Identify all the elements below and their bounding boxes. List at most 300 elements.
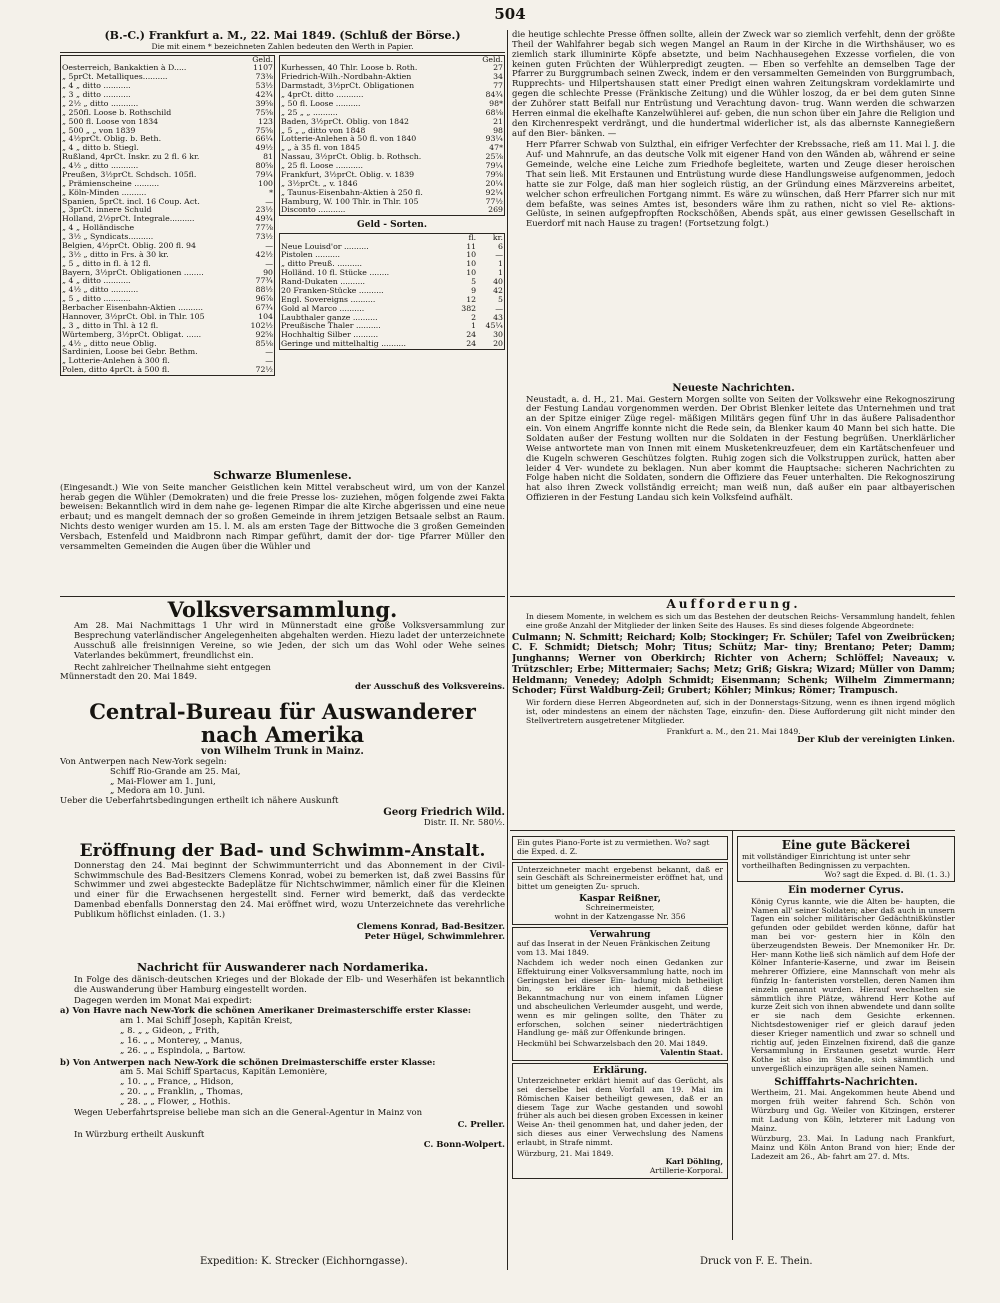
row-label: „ 4 „ ditto ........... (62, 82, 131, 91)
table-row (61, 82, 275, 91)
table-row (280, 127, 505, 136)
central-ship-3: „ Medora am 10. Juni. (110, 786, 206, 797)
row-label: „ 3 „ ditto ........... (62, 91, 131, 100)
row-value: 1 (471, 322, 477, 331)
row-label: „ 5 „ ditto in fl. à 12 fl. (62, 259, 151, 268)
row-value: — (265, 348, 273, 357)
table-row (61, 286, 275, 295)
row-label: Nassau, 3½prCt. Oblig. b. Rothsch. (281, 153, 422, 162)
bad-text: Donnerstag den 24. Mai beginnt der Schwimmunterricht und das Abonnement in der Civil-Schwimmschule des Bad-Besitzers Clemens Konrad, wobei zu bemerken ist, daß zwei Bassins für Schwimmer und zwei abgesteckte Badeplätze für Nichtschwimmer, nämlich einer für die Kleinen und einer für die Erwachsenen hergestellt sind. Ferner wird bemerkt, daß das verdeckte Damenbad ebenfalls Donnerstag den 24. Mai eröffnet wird, wozu Unterzeichnete das verehrliche Publikum höflichst einladen. (1. 3.) (74, 860, 505, 920)
central-subtitle: von Wilhelm Trunk in Mainz. (201, 746, 364, 758)
table-row (61, 144, 275, 153)
erklaerung-ad (512, 1063, 728, 1179)
geld-header-left: Geld. (252, 55, 273, 64)
row-value: 269 (488, 206, 503, 215)
central-bureau-section (60, 700, 505, 840)
row-value: 104 (258, 312, 273, 321)
row-value: 10 (466, 269, 477, 278)
neueste-section (512, 383, 955, 594)
footer-druck-text: Druck von F. E. Thein. (700, 1256, 813, 1267)
row-label: „ 25 fl. Loose ........... (281, 162, 363, 171)
row-label: „ 3½ „ Syndicats.......... (62, 233, 154, 242)
central-ship-2: „ Mai-Flower am 1. Juni, (110, 776, 216, 787)
erklaerung-signature-2: Artillerie-Korporal. (649, 1166, 723, 1176)
volksversammlung-title: Volksversammlung. (167, 598, 398, 622)
table-row (280, 109, 505, 118)
central-title-2: nach Amerika (200, 722, 365, 748)
reisner-name: Kaspar Reißner, (579, 893, 661, 904)
ship-row: am 1. Mai Schiff Joseph, Kapitän Kreist, (120, 1016, 293, 1027)
geld-sorten-title: Geld - Sorten. (357, 220, 427, 231)
row-value: 20¼ (485, 179, 503, 188)
row-value: 11 (466, 242, 477, 251)
page-number: 504 (494, 5, 526, 23)
bad-section (60, 842, 505, 960)
right-section-rule (510, 596, 955, 597)
row-label: Geringe und mittelhaltig .......... (281, 340, 406, 349)
left-section-rule (60, 596, 505, 597)
row-value: 5 (498, 295, 503, 304)
ship-row: „ 16. „ „ Monterey, „ Manus, (120, 1035, 243, 1046)
bad-signature-1: Clemens Konrad, Bad-Besitzer. (356, 921, 505, 932)
footer-expedition-text: Expedition: K. Strecker (Eichhorngasse). (200, 1256, 408, 1267)
row-value: 92¼ (485, 188, 503, 197)
row-label: Lotterie-Anlehen à 50 fl. von 1840 (281, 135, 417, 144)
row-value: 53½ (255, 82, 273, 91)
row-value: 1 (498, 260, 503, 269)
schwarze-title: Schwarze Blumenlese. (213, 470, 352, 482)
table-row (61, 331, 275, 340)
ship-row: „ 26. „ „ Espindola, „ Bartow. (120, 1045, 246, 1056)
row-value: 42 (493, 286, 503, 295)
row-value: 79⅝ (485, 170, 503, 179)
row-label: „ 3prCt. innere Schuld (62, 206, 152, 215)
row-value: 23½ (255, 206, 273, 215)
table-row (280, 322, 505, 331)
row-value: 77 (493, 82, 503, 91)
reisner-address: wohnt in der Katzengasse Nr. 356 (554, 912, 686, 922)
aufforderung-place: Frankfurt a. M., den 21. Mai 1849. (666, 726, 801, 736)
schwarze-text: (Eingesandt.) Wie von Seite mancher Geistlichen kein Mittel verabscheut wird, um von der Kanzel herab gegen die Wühler (Demokraten) und die freie Presse los- zuziehen, mögen folgende zwei Fakta beweisen: Bekanntlich wird in dem nahe ge- legenen Rimpar die alte Kirche abgerissen und eine neue erbaut; und es mangelt demnach der so großen Gemeinde in ihrem jetzigen Betsaale selbst an Raum. Nichts desto weniger wurden am 15. l. M. als am ersten Tage der Bittwoche die 3 großen Gemeinden Versbach, Estenfeld und Maidbronn nach Rimpar geführt, damit der dor- tige Pfarrer Müller den versammelten Gemeinden die Augen über die Wühler und (60, 482, 505, 552)
volksversammlung-text: Am 28. Mai Nachmittags 1 Uhr wird in Münnerstadt eine große Volksversammlung zur Besprechung vaterländischer Angelegenheiten abgehalten werden. Hiezu ladet der unterzeichnete Ausschuß alle freisinnigen Vereine, so wie Jeden, der sich um das Wohl oder Wehe seines Vaterlandes bekümmert, freundlichst ein. (74, 621, 505, 661)
row-value: 98* (489, 99, 503, 108)
row-label: „ 4prCt. ditto ........... (281, 91, 364, 100)
table-row (61, 357, 275, 366)
continuation-section (512, 30, 955, 380)
table-row (280, 135, 505, 144)
row-value: 88½ (255, 286, 273, 295)
table-row (61, 277, 275, 286)
row-value: 98 (493, 126, 503, 135)
ship-row: „ 20. „ „ Franklin, „ Thomas, (120, 1087, 244, 1098)
aufforderung-text-2: Wir fordern diese Herren Abgeordneten auf, sich in der Donnerstags-Sitzung, wenn es ihnen irgend möglich ist, oder mindestens an einem der nächsten Tage, einzufin- den. Diese Aufforderung gilt nicht minder den Stellvertretern ausgetretener Mitglieder. (526, 698, 955, 725)
ship-row: „ 28. „ „ Flower, „ Hothis. (120, 1097, 231, 1108)
row-label: Baden, 3½prCt. Oblig. von 1842 (281, 117, 410, 126)
schwarze-section (60, 470, 505, 594)
verwahrung-signature: Valentin Staat. (660, 1048, 723, 1058)
baeckerei-title: Eine gute Bäckerei (781, 838, 911, 852)
exchange-right (279, 55, 505, 377)
table-row (280, 91, 505, 100)
geld-header-right: Geld. (482, 55, 503, 64)
table-row (61, 64, 275, 73)
row-label: „ 4½prCt. Oblig. b. Beth. (62, 135, 162, 144)
nachricht-route-b: b) Von Antwerpen nach New-York die schönen Dreimasterschiffe erster Klasse: (60, 1057, 436, 1068)
row-value: — (265, 357, 273, 366)
table-row (280, 162, 505, 171)
table-row (61, 215, 275, 224)
table-row (61, 313, 275, 322)
baeckerei-ad (737, 836, 955, 882)
row-value: — (265, 241, 273, 250)
row-value: 73½ (255, 233, 273, 242)
table-row (280, 296, 505, 305)
row-label: Hochhaltig Silber .......... (281, 331, 379, 340)
row-value: 79¼ (485, 162, 503, 171)
right-lower-divider (732, 830, 733, 1240)
row-label: „ 5 „ „ ditto von 1848 (281, 126, 366, 135)
row-label: „ 3 „ ditto in Thl. à 12 fl. (62, 321, 159, 330)
row-label: „ 2½ „ ditto ........... (62, 99, 139, 108)
row-label: „ 4½ „ ditto ........... (62, 162, 139, 171)
volksversammlung-section (60, 598, 505, 698)
verwahrung-text: auf das Inserat in der Neuen Fränkischen Zeitung vom 13. Mai 1849. (517, 939, 711, 958)
row-value: 21 (493, 117, 503, 126)
cyrus-text: König Cyrus kannte, wie die Alten be- haupten, die Namen all' seiner Soldaten; aber daß auch in unsern Tagen ein solcher militärischer Gedächtnißkünstler gefunden oder gebildet werden könne, dafür hat man bei vor- gestern hier in Köln den überzeugendsten Beweis. Der Mnemoniker Hr. Dr. Her- mann Kothe ließ sich nämlich auf dem Hofe der Kölner Infanterie-Kaserne, und zwar im Beisein mehrerer Offiziere, eine Mannschaft von mehr als fünfzig In- fanteristen vorstellen, deren Namen ihm einzeln genannt wurden. Hierauf wechselten sie sämmtlich ihre Plätze, während Herr Kothe auf kurze Zeit sich von ihnen abwendete und dann sollte er sie nach dem Gesichte erkennen. Nichtsdestoweniger rief er gleich darauf jeden dieser Krieger namentlich und zwar so schnell und richtig auf, jeden Einzelnen fixirend, daß die ganze Versammlung in Erstaunen gesetzt wurde. Herr Kothe ist also im Stande, sich sämmtlich und unvergeßlich einzuprägen alle seinen Namen. (751, 896, 955, 1074)
row-value: * (269, 188, 273, 197)
table-row (61, 118, 275, 127)
row-label: Holland, 2½prCt. Integrale.......... (62, 215, 195, 224)
verwahrung-ad (512, 927, 728, 1061)
table-row (61, 295, 275, 304)
row-value: 24 (466, 340, 477, 349)
row-value: 5 (471, 278, 477, 287)
neueste-text: Neustadt, a. d. H., 21. Mai. Gestern Morgen sollte von Seiten der Volkswehr eine Rekognoszirung der Festung Landau vorgenommen werden. Der Obrist Blenker leitete das Unternehmen und trat an der Spitze einiger Züge regel- mäßigen Militärs gegen fünf Uhr in das äußere Palisadenthor ein. Von einem Angriffe konnte nicht die Rede sein, da Blenker kaum 40 Mann bei sich hatte. Die Soldaten außer der Festung wollten nur die Soldaten in der Festung begrüßen. Unerklärlicher Weise antwortete man von Innen mit einem Musketenkreuzfeuer, dem ein Kartätschenfeuer und die Kugeln schweren Geschützes folgten. Ruhig zogen sich die Volkstruppen zurück, hatten aber leider 4 Ver- wundete zu beklagen. Nun aber kommt die Hauptsache: sicheren Nachrichten zu Folge haben nicht die Soldaten, sondern die Offiziere das Feuer unterhalten. Die Rekognoszirung hat also ihren Zweck vollständig erreicht; man weiß nun, daß außer ein paar altbayerischen Offizieren in der Festung Landau sich kein Volksfeind aufhält. (526, 394, 955, 504)
cyrus-title: Ein moderner Cyrus. (788, 885, 904, 897)
row-label: „ ditto Preuß. .......... (281, 260, 362, 269)
row-label: Spanien, 5prCt. incl. 16 Coup. Act. (62, 197, 200, 206)
row-label: Polen, ditto 4prCt. à 500 fl. (62, 366, 170, 375)
table-row (280, 82, 505, 91)
row-value: 9 (471, 286, 477, 295)
geld-sorten-kr-header: kr. (492, 233, 503, 242)
exchange-left-table (60, 55, 275, 377)
table-row (61, 171, 275, 180)
ads-left-column (512, 834, 728, 1254)
row-value: 80⅝ (255, 162, 273, 171)
row-value: 34 (493, 73, 503, 82)
row-value: 24 (466, 331, 477, 340)
table-row (61, 233, 275, 242)
row-value: 12 (466, 295, 477, 304)
table-row (280, 153, 505, 162)
row-label: „ 5prCt. Metalliques.......... (62, 73, 168, 82)
row-label: „ 4 „ ditto ........... (62, 277, 131, 286)
row-label: Hamburg, W. 100 Thlr. in Thlr. 105 (281, 197, 419, 206)
row-value: — (495, 251, 503, 260)
row-label: „ Taunus-Eisenbahn-Aktien à 250 fl. (281, 188, 423, 197)
row-label: „ 250fl. Loose b. Rothschild (62, 108, 172, 117)
reisner-role: Schreinermeister, (585, 903, 655, 913)
neueste-title: Neueste Nachrichten. (672, 383, 795, 394)
row-value: 77⅞ (255, 224, 273, 233)
schifffahrt-text-2: Würzburg, 23. Mai. In Ladung nach Frankfurt, Mainz und Köln Anton Brand von hier; Ende der Ladezeit am 26., Ab- fahrt am 27. d. Mts. (751, 1134, 955, 1161)
table-row (61, 340, 275, 349)
table-row (280, 118, 505, 127)
row-label: Darmstadt, 3½prCt. Obligationen (281, 82, 415, 91)
row-label: „ 3½ „ ditto in Frs. à 30 kr. (62, 250, 169, 259)
table-row (280, 269, 505, 278)
table-row (61, 322, 275, 331)
table-row (280, 314, 505, 323)
table-row (61, 198, 275, 207)
table-row (61, 91, 275, 100)
verwahrung-place: Heckmühl bei Schwarzelsbach den 20. Mai 1849. (517, 1039, 708, 1049)
central-line-2: Ueber die Ueberfahrtsbedingungen ertheilt ich nähere Auskunft (60, 796, 339, 807)
row-label: „ Köln-Minden .......... (62, 188, 147, 197)
aufforderung-section (512, 598, 955, 828)
row-label: Kurhessen, 40 Thlr. Loose b. Roth. (281, 64, 418, 73)
row-value: 10 (466, 251, 477, 260)
table-row (280, 243, 505, 252)
row-value: 93¼ (485, 135, 503, 144)
footer-druck (700, 1256, 950, 1272)
row-value: 30 (493, 331, 503, 340)
nachricht-signature-1: C. Preller. (457, 1119, 505, 1130)
table-row (280, 144, 505, 153)
table-row (61, 304, 275, 313)
row-value: 382 (461, 304, 477, 313)
table-row (280, 278, 505, 287)
nachricht-ships-b (60, 1068, 505, 1107)
table-row (280, 73, 505, 82)
table-row (280, 180, 505, 189)
erklaerung-signature: Karl Döhling, (665, 1157, 723, 1167)
nachricht-title: Nachricht für Auswanderer nach Nordamerika. (136, 962, 429, 974)
exchange-title: (B.-C.) Frankfurt a. M., 22. Mai 1849. (Schluß der Börse.) (104, 30, 461, 42)
table-row (61, 260, 275, 269)
row-value: — (495, 304, 503, 313)
table-row (280, 287, 505, 296)
table-row (61, 127, 275, 136)
baeckerei-text-2: Wo? sagt die Exped. d. Bl. (1. 3.) (824, 869, 950, 879)
row-label: 20 Franken-Stücke .......... (281, 286, 384, 295)
row-value: 85⅛ (255, 339, 273, 348)
exchange-note: Die mit einem * bezeichneten Zahlen bedeuten den Werth in Papier. (60, 43, 505, 53)
table-row (61, 189, 275, 198)
table-row (280, 331, 505, 340)
row-label: „ Lotterie-Anlehen à 300 fl. (62, 357, 170, 366)
table-row (61, 153, 275, 162)
volksversammlung-signature: der Ausschuß des Volksvereins. (355, 682, 505, 693)
row-label: Bayern, 3½prCt. Obligationen ........ (62, 268, 204, 277)
row-value: 75⅝ (255, 108, 273, 117)
row-label: Berbacher Eisenbahn-Aktien .......... (62, 304, 203, 313)
baeckerei-text: mit vollständiger Einrichtung ist unter sehr vortheilhaften Bedingnissen zu verpachten. (742, 851, 911, 870)
row-value: 77¾ (255, 277, 273, 286)
piano-text: Ein gutes Piano-Forte ist zu vermiethen. Wo? sagt die Exped. d. Z. (517, 838, 710, 856)
row-label: Belgien, 4½prCt. Oblig. 200 fl. 94 (62, 241, 196, 250)
table-row (280, 100, 505, 109)
table-row (280, 260, 505, 269)
table-row (61, 242, 275, 251)
row-value: 2 (471, 313, 477, 322)
nachricht-section (60, 962, 505, 1252)
central-signature-2: Distr. II. Nr. 580½. (423, 817, 505, 828)
table-row (61, 100, 275, 109)
exchange-right-table (279, 55, 505, 217)
table-row (280, 305, 505, 314)
row-value: — (265, 259, 273, 268)
row-value: 73⅜ (255, 73, 273, 82)
row-label: Oesterreich, Bankaktien à D..... (62, 64, 187, 73)
center-column-rule (507, 30, 508, 1270)
geld-sorten-fl-header: fl. (468, 233, 477, 242)
row-value: 49¾ (255, 215, 273, 224)
row-value: 1107 (253, 64, 273, 73)
row-value: 81 (263, 153, 273, 162)
row-label: Friedrich-Wilh.-Nordbahn-Aktien (281, 73, 412, 82)
row-label: „ „ à 35 fl. von 1845 (281, 144, 361, 153)
row-value: 92⅝ (255, 330, 273, 339)
nachricht-ships-a (60, 1017, 505, 1056)
table-row (280, 189, 505, 198)
row-value: 27 (493, 64, 503, 73)
row-value: 66¼ (255, 135, 273, 144)
row-label: Neue Louisd'or .......... (281, 242, 369, 251)
row-value: 68⅛ (485, 108, 503, 117)
piano-ad (512, 836, 728, 860)
ship-row: am 5. Mai Schiff Spartacus, Kapitän Lemonière, (120, 1067, 328, 1078)
erklaerung-text: Unterzeichneter erklärt hiemit auf das Gerücht, als sei derselbe bei dem Vorfall am 19. Mai im Römischen Kaiser betheiligt gewesen, daß er an diesem Tage zur Wache gestanden und sowohl früher als auch bei diesen groben Excessen in keiner Weise An- theil genommen hat, und daher jeden, der sich dieses aus einer Verwechslung des Namens erlaubt, in Strafe nimmt. (517, 1076, 723, 1147)
verwahrung-title: Verwahrung (589, 930, 651, 941)
row-value: 42½ (255, 250, 273, 259)
row-value: 1 (498, 269, 503, 278)
row-value: 40 (493, 278, 503, 287)
aufforderung-names: Culmann; N. Schmitt; Reichard; Kolb; Stockinger; Fr. Schüler; Tafel von Zweibrücken; C. F. Schmidt; Dietsch; Mohr; Titus; Schütz; Mar- tiny; Brentano; Peter; Damm; Junghanns; Werner von Oberkirch; Richter von Achern; Schlöffel; Naveaux; v. Trützschler; Erbe; Mittermaier; Sachs; Metz; Griß; Giskra; Wizard; Müller von Damm; Heldmann; Venedey; Adolph Schmidt; Eisenmann; Schenk; Wilhelm Zimmermann; Schoder; Fürst Waldburg-Zeil; Grubert; Köhler; Minkus; Römer; Trampusch. (512, 632, 955, 697)
aufforderung-title: Aufforderung. (666, 598, 801, 611)
row-value: 75⅝ (255, 126, 273, 135)
row-label: Würtemberg, 3½prCt. Obligat. ...... (62, 330, 202, 339)
row-label: Rußland, 4prCt. Inskr. zu 2 fl. 6 kr. (62, 153, 200, 162)
row-value: 10 (466, 260, 477, 269)
table-row (61, 73, 275, 82)
central-ship-1: Schiff Rio-Grande am 25. Mai, (110, 766, 241, 777)
row-label: „ 500 „ „ von 1839 (62, 126, 136, 135)
table-row (61, 224, 275, 233)
row-label: Preußische Thaler .......... (281, 322, 381, 331)
schifffahrt-text: Wertheim, 21. Mai. Angekommen heute Abend und morgen früh weiter fahrend Sch. Schön von Würzburg und Gg. Weiler von Kitzingen, ersterer mit Ladung von Köln, letzterer mit Ladung von Mainz. (751, 1088, 955, 1133)
row-value: 43 (493, 313, 503, 322)
row-label: „ 50 fl. Loose .......... (281, 99, 361, 108)
row-value: 102½ (250, 321, 273, 330)
exchange-section (60, 30, 505, 470)
ads-right-column (737, 834, 955, 1254)
nachricht-text-4: In Würzburg ertheilt Auskunft (74, 1129, 205, 1140)
row-value: 72½ (255, 366, 273, 375)
row-value: 47* (489, 144, 503, 153)
row-value: 67¾ (255, 304, 273, 313)
bad-signature-2: Peter Hügel, Schwimmlehrer. (364, 931, 505, 942)
row-label: Rand-Dukaten .......... (281, 278, 366, 287)
nachricht-signature-2: C. Bonn-Wolpert. (423, 1139, 505, 1150)
row-label: Hannover, 3½prCt. Obl. in Thlr. 105 (62, 312, 205, 321)
bad-title: Eröffnung der Bad- und Schwimm-Anstalt. (79, 842, 486, 861)
continuation-text-2: Herr Pfarrer Schwab von Sulzthal, ein eifriger Verfechter der Krebssache, rieß am 11. Mai l. J. die Auf- und Mahnrufe, an das deutsche Volk mit eigener Hand von den Wänden ab, während er seine Gemeinde, welche eine Leiche zum Friedhofe begleitete, warten und Zeuge dieser heroischen That sein ließ. Mit Erstaunen und Entrüstung wurde diese Handlungsweise aufgenommen, jedoch hatte sie zur Folge, daß man hier sogleich rüstig, an der Gründung eines Märzvereins arbeitet, welcher schon erfreulichen Fortgang nimmt. Es wäre zu wünschen, daß Herr Pfarrer sich nur mit dem befaßte, was seines Amtes ist, besonders wäre ihm zu rathen, nicht so viel Re- aktions-Gelüste, in seinen aufgepfropften Rockschößen, Abends spät, aus einer gewissen Gesellschaft in Euerdorf mit nach Hause zu tragen! (Fortsetzung folgt.) (526, 140, 955, 230)
row-value: 42¾ (255, 91, 273, 100)
table-row (61, 206, 275, 215)
ship-row: „ 10. „ „ France, „ Hidson, (120, 1077, 234, 1088)
table-row (61, 251, 275, 260)
row-label: Disconto ........... (281, 206, 346, 215)
row-value: 77½ (485, 197, 503, 206)
erklaerung-place: Würzburg, 21. Mai 1849. (517, 1148, 614, 1158)
footer-expedition (200, 1256, 500, 1272)
table-row (280, 340, 505, 349)
verwahrung-text-2: Nachdem ich weder noch einen Gedanken zur Effektuirung einer Volksversammlung hatte, noch im Geringsten bei dieser Ein- ladung mich betheiligt bin, so erkläre ich hiemit, daß diese Bekanntmachung nur von einem infamen Lügner und abscheulichen Verleumder ausgeht, und werde, wenn es mir gelingen sollte, den Thäter zu erforschen, solchen seiner niederträchtigen Handlung ge- mäß zur Offenkunde bringen. (517, 958, 723, 1038)
row-label: „ 25 „ „ .......... (281, 108, 338, 117)
nachricht-text-2: Dagegen werden im Monat Mai expedirt: (74, 996, 252, 1007)
row-value: 84¾ (485, 91, 503, 100)
row-value: 6 (498, 242, 503, 251)
row-value: — (265, 197, 273, 206)
volksversammlung-text-2: Recht zahlreicher Theilnahme sieht entgegen (74, 662, 271, 673)
ship-row: „ 8. „ „ Gideon, „ Frith, (120, 1026, 220, 1037)
row-value: 90 (263, 268, 273, 277)
row-value: 96⅞ (255, 295, 273, 304)
aufforderung-text: In diesem Momente, in welchem es sich um das Bestehen der deutschen Reichs- Versammlung handelt, fehlen eine große Anzahl der Mitglieder der linken Seite des Hauses. Es sind dieses folgende Abgeordnete: (526, 611, 955, 630)
row-label: „ 500 fl. Loose von 1834 (62, 117, 159, 126)
row-label: „ 3½prCt. „ v. 1846 (281, 179, 358, 188)
row-value: 49½ (255, 144, 273, 153)
geld-sorten-table (279, 233, 505, 350)
row-value: 100 (258, 179, 273, 188)
volksversammlung-place: Münnerstadt den 20. Mai 1849. (60, 672, 198, 683)
table-row (280, 171, 505, 180)
table-row (280, 64, 505, 73)
row-label: „ 4½ „ ditto ........... (62, 286, 139, 295)
nachricht-text: In Folge des dänisch-deutschen Krieges und der Blokade der Elb- und Weserhäfen ist bekanntlich die Auswanderung über Hamburg eingestellt worden. (74, 974, 505, 995)
central-title-1: Central-Bureau für Auswanderer (89, 700, 476, 724)
central-signature: Georg Friedrich Wild. (383, 807, 505, 819)
reisner-ad (512, 862, 728, 925)
row-value: 20 (493, 340, 503, 349)
table-row (61, 109, 275, 118)
row-value: 123 (258, 117, 273, 126)
aufforderung-signature: Der Klub der vereinigten Linken. (797, 735, 955, 746)
table-row (61, 162, 275, 171)
row-label: Preußen, 3½prCt. Schdsch. 105fl. (62, 170, 197, 179)
table-row (61, 366, 275, 375)
schifffahrt-title: Schifffahrts-Nachrichten. (774, 1076, 918, 1088)
row-value: 45¼ (485, 322, 503, 331)
central-line-1: Von Antwerpen nach New-York segeln: (60, 756, 227, 767)
row-label: Frankfurt, 3½prCt. Oblig. v. 1839 (281, 170, 415, 179)
row-label: „ 5 „ ditto ........... (62, 295, 131, 304)
row-label: Holländ. 10 fl. Stücke ........ (281, 269, 390, 278)
table-row (280, 198, 505, 207)
row-value: 39⅝ (255, 99, 273, 108)
table-row (61, 180, 275, 189)
continuation-text: die heutige schlechte Presse öffnen sollte, allein der Zweck war so ziemlich verfehlt, denn der größte Theil der Wahlfahrer begab sich wegen Mangel an Raum in der Kirche in die Wirthshäuser, wo es ziemlich stark illuminirte Köpfe absetzte, und beim Nachhausegehen Exzesse vorfielen, die von keinen guten Früchten der Wühlerpredigt zeugten. — Eben so verfehlte an demselben Tage der Pfarrer zu Burggrumbach seinen Zweck, indem er den versammelten Gemeinden von Burggrumbach, Rupprechts- und Hilpertshausen statt einer Predigt einen wahren Zeitungskram vordeklamirte und gegen die schlechte Presse (Fränkische Zeitung) und die Wühler loszog, da er bei dem guten Sinne der Zuhörer statt Beifall nur Entrüstung und Verachtung davon- trug. Wann werden die schwarzen Herren einmal die ekelhafte Kanzelwühlerei auf- geben, die nun schon über ein Jahre die Religion und den Kirchenrespekt verdrängt, und die hundertmal widerlicher ist, als das albernste Kannegießern auf den Bier- bänken. — (512, 30, 955, 139)
row-label: Engl. Sovereigns .......... (281, 295, 376, 304)
row-label: „ 4 „ ditto b. Stiegl. (62, 144, 139, 153)
row-value: 79¼ (255, 170, 273, 179)
row-label: „ 4½ „ ditto neue Oblig. (62, 339, 157, 348)
row-label: Pistolen .......... (281, 251, 340, 260)
row-label: Laubthaler ganze .......... (281, 313, 378, 322)
erklaerung-title: Erklärung. (592, 1065, 648, 1076)
